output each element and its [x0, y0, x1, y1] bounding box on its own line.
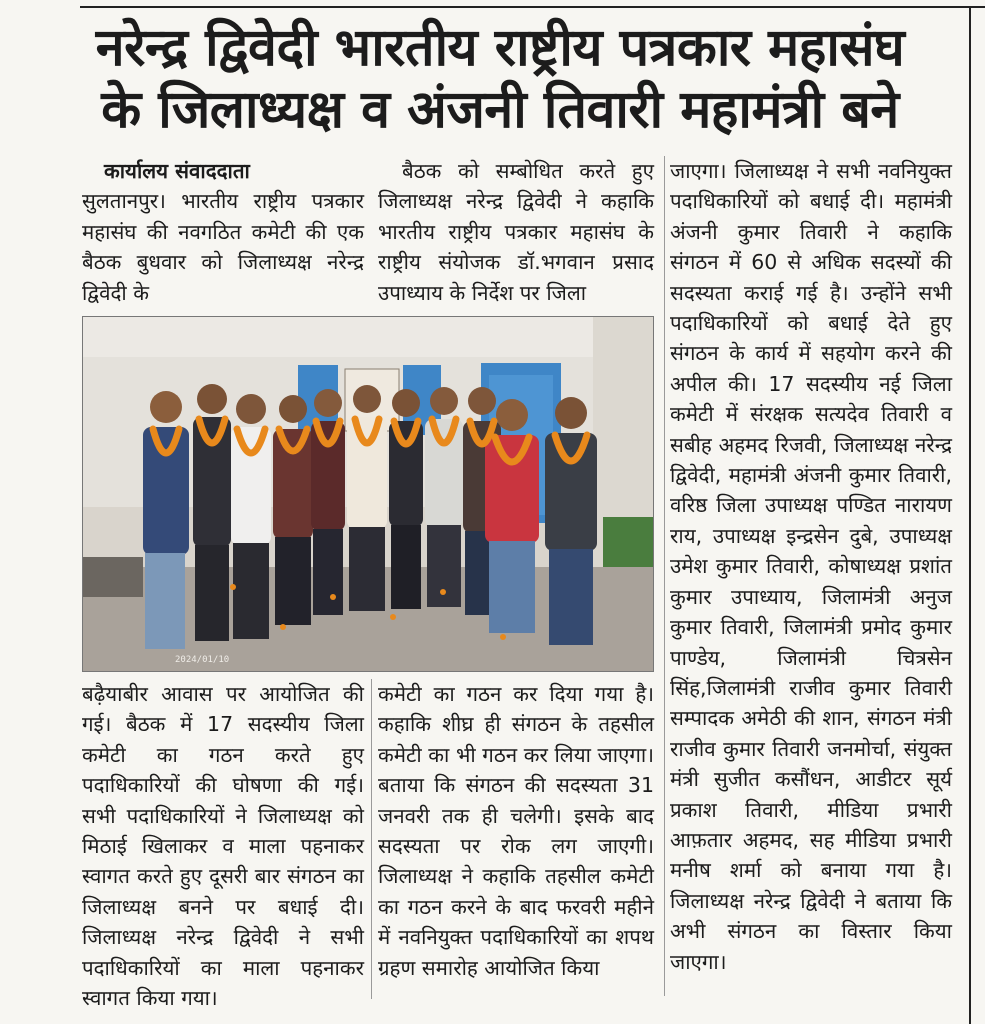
- photo-credit: 2024/01/10: [175, 655, 230, 665]
- headline-line-2: के जिलाध्यक्ष व अंजनी तिवारी महामंत्री बने: [101, 80, 899, 140]
- column-1-top-text: सुलतानपुर। भारतीय राष्ट्रीय पत्रकार महासंघ की नवगठित कमेटी की एक बैठक बुधवार को जिलाध्यक्ष नरेन्द्र द्विवेदी के: [82, 189, 364, 305]
- column-2-bottom-text: कमेटी का गठन कर दिया गया है। कहाकि शीघ्र ही संगठन के तहसील कमेटी का भी गठन कर लिया जाएगा। बताया कि संगठन की सदस्यता 31 जनवरी तक ही चलेगी। इसके बाद सदस्यता पर रोक लग जाएगी। जिलाध्यक्ष ने कहाकि तहसील कमेटी का गठन करने के बाद फरवरी महीने में नवनियुक्त पदाधिकारियों का शपथ ग्रहण समारोह आयोजित किया: [378, 682, 654, 980]
- column-1-top: [82, 156, 364, 308]
- column-1-bottom: [82, 679, 364, 1013]
- column-3-text: जाएगा। जिलाध्यक्ष ने सभी नवनियुक्त पदाधिकारियों को बधाई दी। महामंत्री अंजनी कुमार तिवारी ने कहाकि संगठन में 60 से अधिक सदस्यों की सदस्यता कराई गई है। उन्होंने सभी पदाधिकारियों को बधाई देते हुए संगठन के कार्य में सहयोग करने की अपील की। 17 सदस्यीय नई जिला कमेटी में संरक्षक सत्यदेव तिवारी व सबीह अहमद रिजवी, जिलाध्यक्ष नरेन्द्र द्विवेदी, महामंत्री अंजनी कुमार तिवारी, वरिष्ठ जिला उपाध्यक्ष पण्डित नारायण राय, उपाध्यक्ष इन्द्रसेन दुबे, उपाध्यक्ष उमेश कुमार तिवारी, कोषाध्यक्ष प्रशांत कुमार उपाध्याय, जिलामंत्री अनुज कुमार तिवारी, जिलामंत्री प्रमोद कुमार पाण्डेय, जिलामंत्री चित्रसेन सिंह,जिलामंत्री राजीव कुमार तिवारी सम्पादक अमेठी की शान, संगठन मंत्री राजीव कुमार तिवारी जनमोर्चा, संयुक्त मंत्री सुजीत कसौंधन, आडीटर सूर्य प्रकाश तिवारी, मीडिया प्रभारी आफ़तार अहमद, सह मीडिया प्रभारी मनीष शर्मा को बनाया गया है। जिलाध्यक्ष नरेन्द्र द्विवेदी ने बताया कि अभी संगठन का विस्तार किया जाएगा।: [670, 159, 952, 974]
- column-divider: [664, 156, 665, 996]
- column-2-bottom: [378, 679, 654, 983]
- right-rule: [969, 8, 971, 1024]
- column-divider: [371, 679, 372, 999]
- group-photo-illustration: [83, 317, 653, 671]
- headline-line-1: नरेन्द्र द्विवेदी भारतीय राष्ट्रीय पत्रकार महासंघ: [95, 18, 905, 78]
- column-3: [670, 156, 952, 977]
- top-rule: [80, 6, 985, 8]
- byline: कार्यालय संवाददाता: [104, 159, 250, 183]
- column-2-top: [378, 156, 654, 308]
- column-2-top-text: बैठक को सम्बोधित करते हुए जिलाध्यक्ष नरेन्द्र द्विवेदी ने कहाकि भारतीय राष्ट्रीय पत्रकार महासंघ के राष्ट्रीय संयोजक डॉ.भगवान प्रसाद उपाध्याय के निर्देश पर जिला: [378, 159, 654, 305]
- group-photo: [82, 316, 654, 672]
- column-1-bottom-text: बढ़ैयाबीर आवास पर आयोजित की गई। बैठक में 17 सदस्यीय जिला कमेटी का गठन करते हुए पदाधिकारियों की घोषणा की गई। सभी पदाधिकारियों ने जिलाध्यक्ष को मिठाई खिलाकर व माला पहनाकर स्वागत करते हुए दूसरी बार संगठन का जिलाध्यक्ष बनने पर बधाई दी। जिलाध्यक्ष नरेन्द्र द्विवेदी ने सभी पदाधिकारियों का माला पहनाकर स्वागत किया गया।: [82, 682, 364, 1011]
